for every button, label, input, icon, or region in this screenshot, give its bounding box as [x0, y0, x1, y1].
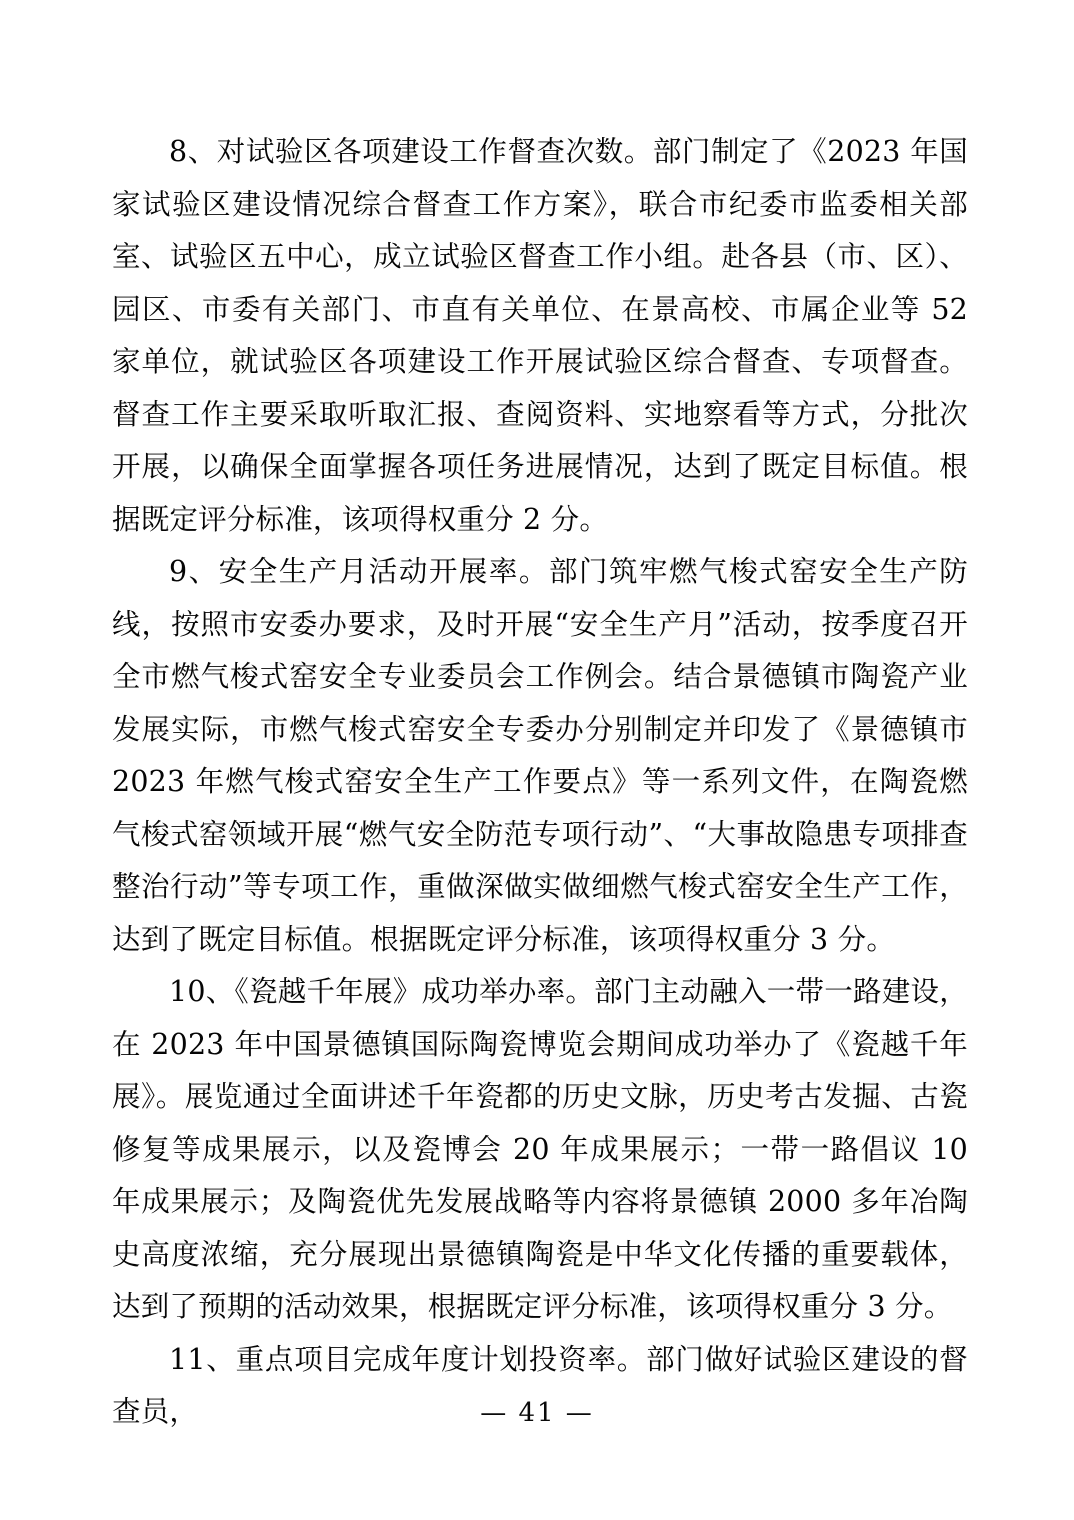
paragraph-9: 9、安全生产月活动开展率。部门筑牢燃气梭式窑安全生产防线，按照市安委办要求，及时开展“安全生产月”活动，按季度召开全市燃气梭式窑安全专业委员会工作例会。结合景德镇市陶瓷产业发展实际，市燃气梭式窑安全专委办分别制定并印发了《景德镇市 2023 年燃气梭式窑安全生产工作要点》等一系列文件，在陶瓷燃气梭式窑领域开展“燃气安全防范专项行动”、“大事故隐患专项排查整治行动”等专项工作，重做深做实做细燃气梭式窑安全生产工作，达到了既定目标值。根据既定评分标准，该项得权重分 3 分。 — [112, 555, 968, 956]
paragraph-11: 11、重点项目完成年度计划投资率。部门做好试验区建设的督查员， — [112, 1342, 968, 1428]
paragraph-10: 10、《瓷越千年展》成功举办率。部门主动融入一带一路建设，在 2023 年中国景德镇国际陶瓷博览会期间成功举办了《瓷越千年展》。展览通过全面讲述千年瓷都的历史文脉，历史考古发掘、古瓷修复等成果展示，以及瓷博会 20 年成果展示；一带一路倡议 10 年成果展示；及陶瓷优先发展战略等内容将景德镇 2000 多年冶陶史高度浓缩，充分展现出景德镇陶瓷是中华文化传播的重要载体，达到了预期的活动效果，根据既定评分标准，该项得权重分 3 分。 — [112, 975, 968, 1323]
page-body — [112, 126, 968, 1439]
page-number: — 41 — — [480, 1398, 594, 1428]
paragraph-8: 8、对试验区各项建设工作督查次数。部门制定了《2023 年国家试验区建设情况综合督查工作方案》，联合市纪委市监委相关部室、试验区五中心，成立试验区督查工作小组。赴各县（市、区）、园区、市委有关部门、市直有关单位、在景高校、市属企业等 52 家单位，就试验区各项建设工作开展试验区综合督查、专项督查。督查工作主要采取听取汇报、查阅资料、实地察看等方式，分批次开展，以确保全面掌握各项任务进展情况，达到了既定目标值。根据既定评分标准，该项得权重分 2 分。 — [112, 135, 968, 536]
